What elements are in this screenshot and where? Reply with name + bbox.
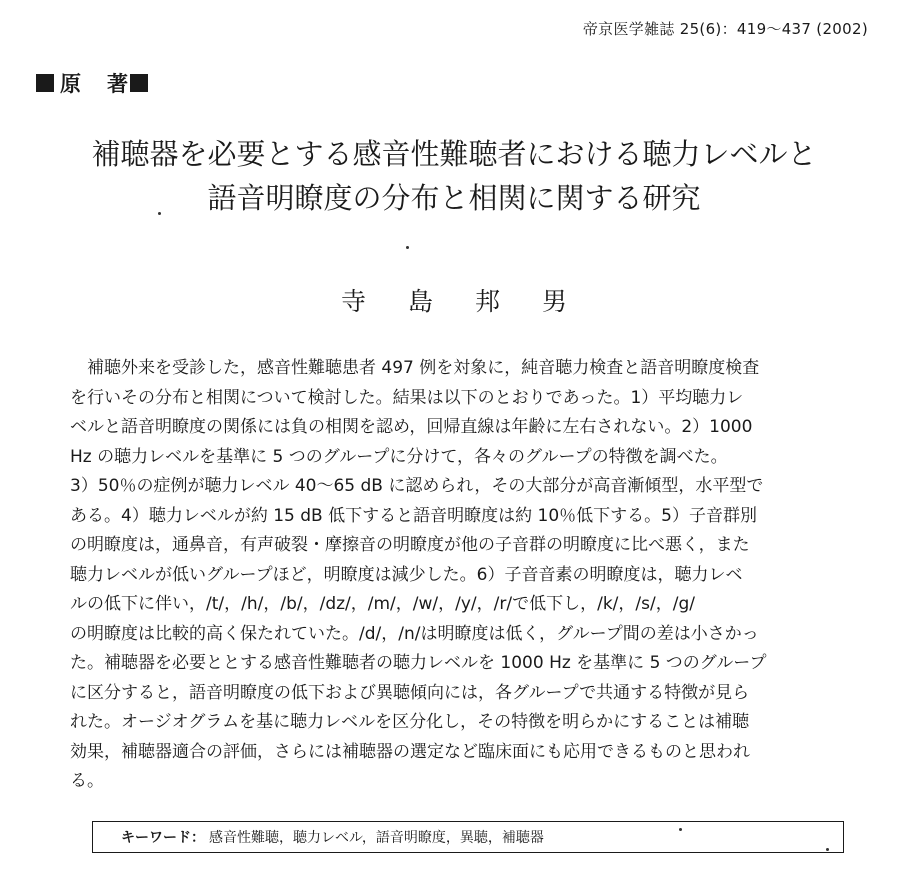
category-label-first: 原	[60, 72, 95, 96]
journal-reference: 帝京医学雑誌 25(6)：419〜437 (2002)	[582, 20, 868, 38]
abstract-line: ベルと語音明瞭度の関係には負の相関を認め，回帰直線は年齢に左右されない。2）1000	[70, 417, 753, 437]
abstract-line: る。	[70, 771, 104, 791]
keywords-box	[92, 821, 844, 853]
paper-title	[0, 132, 908, 220]
abstract-line: 補聴外来を受診した，感音性難聴患者 497 例を対象に，純音聴力検査と語音明瞭度検査	[70, 358, 760, 378]
scan-speck	[406, 246, 409, 249]
abstract-line: た。補聴器を必要ととする感音性難聴者の聴力レベルを 1000 Hz を基準に 5 つのグループ	[70, 653, 767, 673]
article-category	[36, 68, 148, 98]
abstract-line: ルの低下に伴い，/t/，/h/，/b/，/dz/，/m/，/w/，/y/，/r/で低下し，/k/，/s/，/g/	[70, 594, 695, 614]
scan-speck	[158, 212, 161, 215]
title-line-2: 語音明瞭度の分布と相関に関する研究	[207, 181, 701, 215]
abstract-line: 3）50％の症例が聴力レベル 40〜65 dB に認められ，その大部分が高音漸傾型，水平型で	[70, 476, 764, 496]
scan-speck	[679, 828, 682, 831]
title-line-1: 補聴器を必要とする感音性難聴者における聴力レベルと	[91, 137, 817, 171]
abstract-line: の明瞭度は比較的高く保たれていた。/d/，/n/は明瞭度は低く，グループ間の差は小さかっ	[70, 623, 759, 644]
abstract-line: を行いその分布と相関について検討した。結果は以下のとおりであった。1）平均聴力レ	[70, 387, 744, 408]
category-label-last: 著	[107, 72, 128, 96]
abstract-line: 聴力レベルが低いグループほど，明瞭度は減少した。6）子音音素の明瞭度は，聴力レベ	[70, 564, 743, 585]
abstract-line: ある。4）聴力レベルが約 15 dB 低下すると語音明瞭度は約 10％低下する。5）子音群別	[70, 505, 757, 526]
abstract-line: 効果，補聴器適合の評価，さらには補聴器の選定など臨床面にも応用できるものと思われ	[70, 741, 750, 762]
abstract-line: に区分すると，語音明瞭度の低下および異聴傾向には，各グループで共通する特徴が見ら	[70, 682, 750, 703]
black-square-icon	[130, 74, 148, 92]
abstract-line: Hz の聴力レベルを基準に 5 つのグループに分けて，各々のグループの特徴を調べた。	[70, 446, 728, 467]
abstract-line: の明瞭度は，通鼻音，有声破裂・摩擦音の明瞭度が他の子音群の明瞭度に比べ悪く，また	[70, 535, 750, 555]
abstract-line: れた。オージオグラムを基に聴力レベルを区分化し，その特徴を明らかにすることは補聴	[70, 712, 750, 732]
black-square-icon	[36, 74, 54, 92]
author-name: 寺島邦男	[340, 287, 609, 316]
keywords-label: キーワード：	[121, 830, 205, 846]
keywords-values: 感音性難聴，聴力レベル，語音明瞭度，異聴，補聴器	[209, 830, 544, 846]
abstract	[70, 354, 845, 797]
scan-speck	[826, 848, 829, 851]
